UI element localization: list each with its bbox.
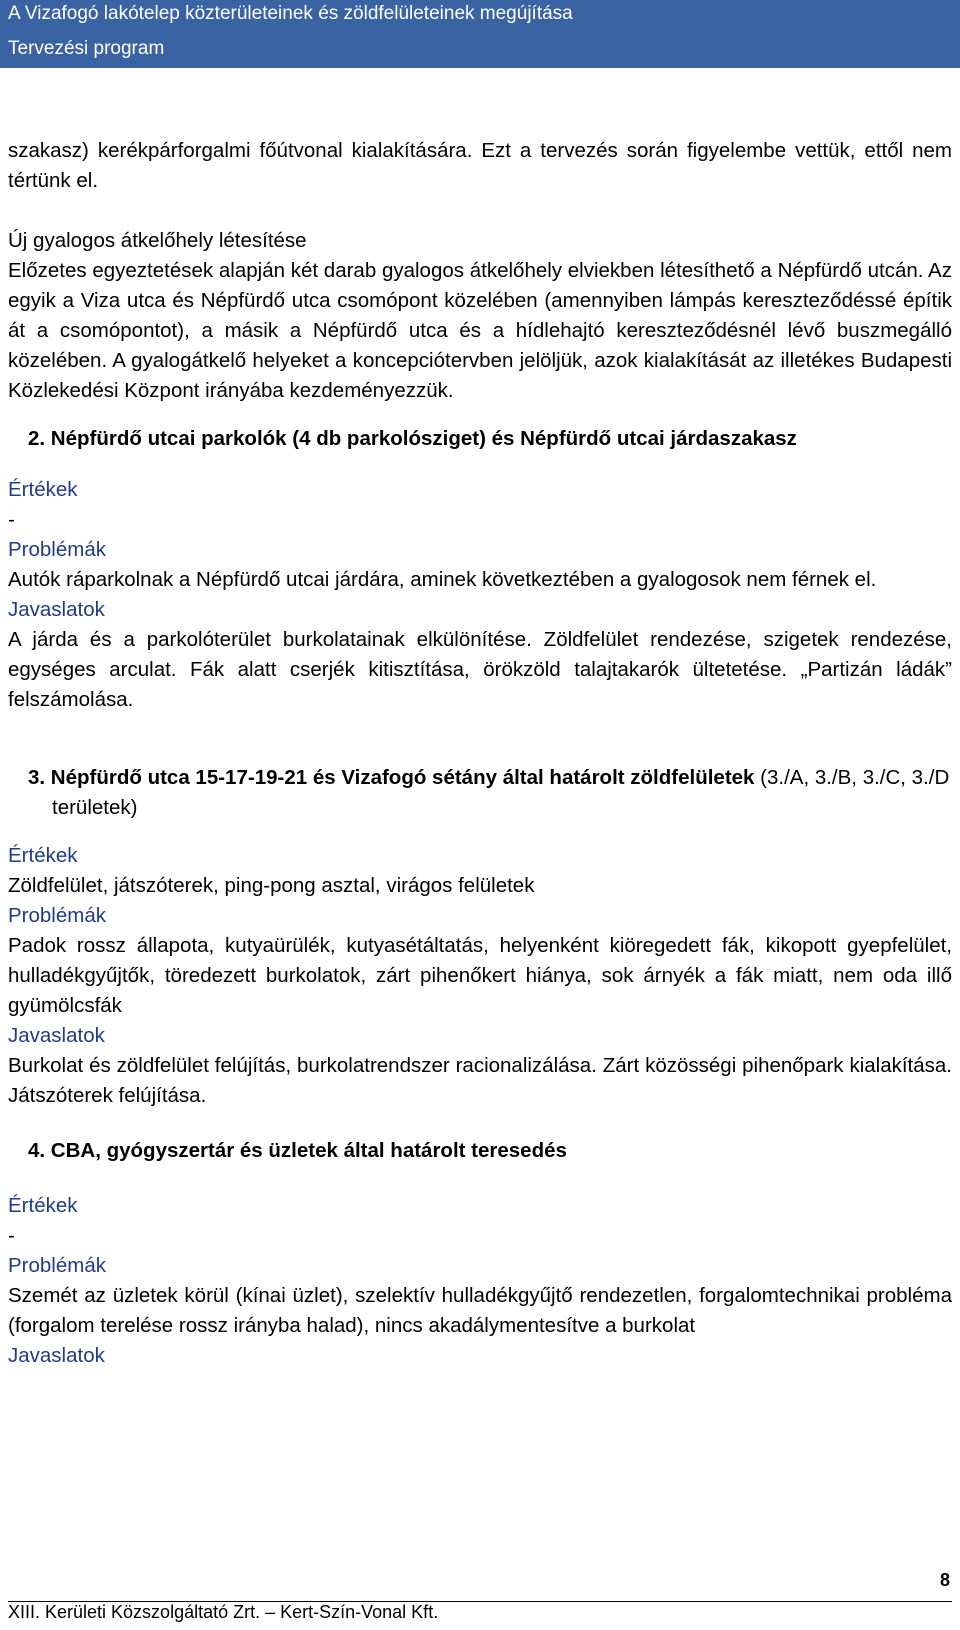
section-4-values-label: Értékek (8, 1194, 78, 1217)
section-3-heading-bold: 3. Népfürdő utca 15-17-19-21 és Vizafogó sétány által határolt zöldfelületek (28, 766, 755, 789)
section-2-problems: Autók ráparkolnak a Népfürdő utcai járdára, aminek következtében a gyalogosok nem férnek el. (8, 568, 877, 591)
section-3-problems: Padok rossz állapota, kutyaürülék, kutyasétáltatás, helyenként kiöregedett fák, kikopott gyepfelület, hulladékgyűjtők, töredezett burkolatok, zárt pihenőkert hiánya, sok árnyék a fák miatt, nem oda illő gyümölcsfák (8, 934, 952, 1017)
section-2-problems-label: Problémák (8, 538, 106, 561)
section-3-values-label: Értékek (8, 844, 78, 867)
section-3-heading (8, 763, 952, 823)
document-body (8, 136, 952, 1371)
page-number: 8 (939, 1570, 950, 1590)
page-header (0, 0, 960, 68)
section-2-values-label: Értékek (8, 478, 78, 501)
section-4-problems-label: Problémák (8, 1254, 106, 1277)
section-3-values: Zöldfelület, játszóterek, ping-pong asztal, virágos felületek (8, 874, 535, 897)
section-4-suggestions-label: Javaslatok (8, 1344, 105, 1367)
document-title: A Vizafogó lakótelep közterületeinek és zöldfelületeinek megújítása (8, 3, 573, 24)
section-3-problems-label: Problémák (8, 904, 106, 927)
section-4-problems: Szemét az üzletek körül (kínai üzlet), szelektív hulladékgyűjtő rendezetlen, forgalomtechnikai probléma (forgalom terelése rossz irányba halad), nincs akadálymentesítve a burkolat (8, 1284, 952, 1337)
paragraph-intro: szakasz) kerékpárforgalmi főútvonal kialakítására. Ezt a tervezés során figyelembe vettük, ettől nem tértünk el. (8, 139, 952, 192)
section-3-suggestions-label: Javaslatok (8, 1024, 105, 1047)
section-2-suggestions: A járda és a parkolóterület burkolatainak elkülönítése. Zöldfelület rendezése, szigetek rendezése, egységes arculat. Fák alatt cserjék kitisztítása, örökzöld talajtakarók ültetetése. „Partizán ládák” felszámolása. (8, 628, 952, 711)
section-2-suggestions-label: Javaslatok (8, 598, 105, 621)
subheading-crossing: Új gyalogos átkelőhely létesítése (8, 229, 307, 252)
section-2-heading: 2. Népfürdő utcai parkolók (4 db parkolósziget) és Népfürdő utcai járdaszakasz (28, 427, 797, 450)
footer-text: XIII. Kerületi Közszolgáltató Zrt. – Kert-Szín-Vonal Kft. (8, 1602, 439, 1622)
section-4-values: - (8, 1224, 15, 1247)
section-2-values: - (8, 508, 15, 531)
section-3-suggestions: Burkolat és zöldfelület felújítás, burkolatrendszer racionalizálása. Zárt közösségi pihenőpark kialakítása. Játszóterek felújítása. (8, 1054, 952, 1107)
document-subtitle: Tervezési program (8, 38, 165, 59)
section-3-heading-areas: (3./A, 3./B, 3./C, 3./D területek) (52, 766, 950, 819)
section-4-heading: 4. CBA, gyógyszertár és üzletek által határolt teresedés (28, 1139, 567, 1162)
paragraph-crossing: Előzetes egyeztetések alapján két darab gyalogos átkelőhely elviekben létesíthető a Népfürdő utcán. Az egyik a Viza utca és Népfürdő utca csomópont közelében (amennyiben lámpás kereszteződéssé építik át a csomópontot), a másik a Népfürdő utca és a hídlehajtó kereszteződésnél lévő buszmegálló közelében. A gyalogátkelő helyeket a koncepciótervben jelöljük, azok kialakítását az illetékes Budapesti Közlekedési Központ irányába kezdeményezzük. (8, 259, 952, 402)
